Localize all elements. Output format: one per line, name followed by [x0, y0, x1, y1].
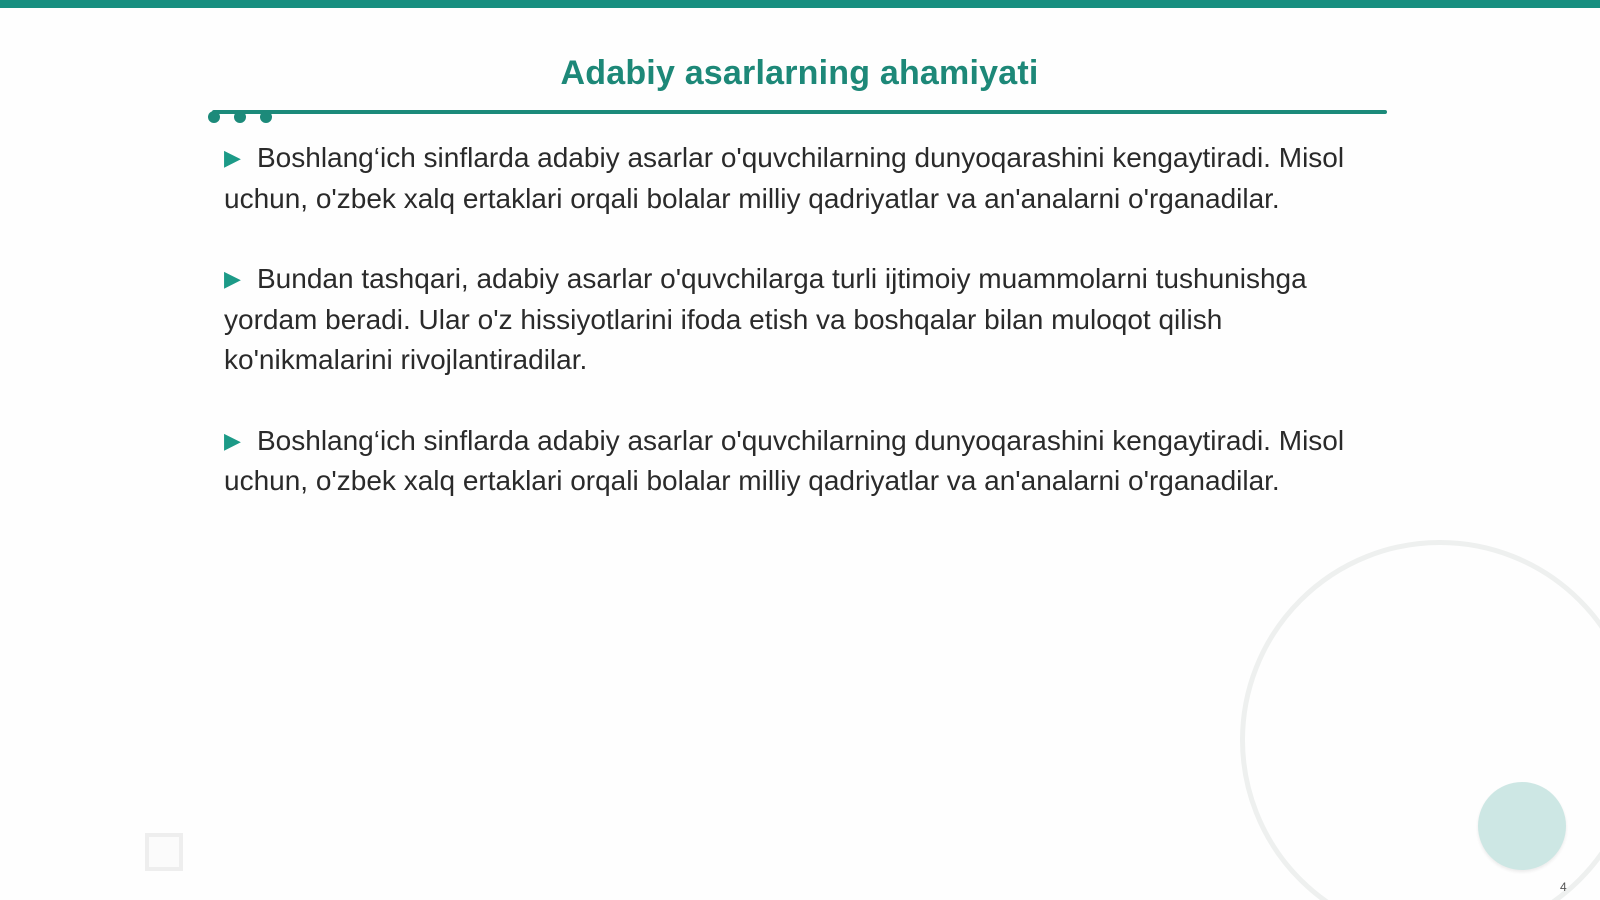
slide-title: Adabiy asarlarning ahamiyati — [560, 54, 1039, 92]
decorative-square — [145, 833, 183, 871]
underline-dot-1 — [208, 111, 220, 123]
page-number: 4 — [1560, 880, 1567, 894]
bullet-text-3: Boshlang‘ich sinflarda adabiy asarlar o'quvchilarning dunyoqarashini kengaytiradi. Misol uchun, o'zbek xalq ertaklari orqali bolalar milliy qadriyatlar va an'analarni o'rganadilar. — [224, 424, 1345, 496]
bullet-paragraph-3 — [224, 421, 1394, 502]
triangle-right-icon: ▶ — [224, 427, 241, 453]
bullet-paragraph-1 — [224, 138, 1394, 219]
bullet-list — [224, 138, 1394, 542]
bullet-paragraph-2 — [224, 259, 1394, 381]
underline-dot-3 — [260, 111, 272, 123]
triangle-right-icon: ▶ — [224, 145, 241, 170]
bullet-text-2: Bundan tashqari, adabiy asarlar o'quvchilarga turli ijtimoiy muammolarni tushunishga yordam beradi. Ular o'z hissiyotlarini ifoda etish va boshqalar bilan muloqot qilish ko'nikmalarini rivojlantiradilar. — [224, 263, 1307, 375]
title-underline — [212, 110, 1387, 114]
triangle-right-icon: ▶ — [224, 266, 241, 291]
bullet-text-1: Boshlang‘ich sinflarda adabiy asarlar o'quvchilarning dunyoqarashini kengaytiradi. Misol uchun, o'zbek xalq ertaklari orqali bolalar milliy qadriyatlar va an'analarni o'rganadilar. — [224, 142, 1345, 214]
decorative-circle — [1478, 782, 1566, 870]
underline-dot-2 — [234, 111, 246, 123]
top-accent-bar — [0, 0, 1600, 8]
